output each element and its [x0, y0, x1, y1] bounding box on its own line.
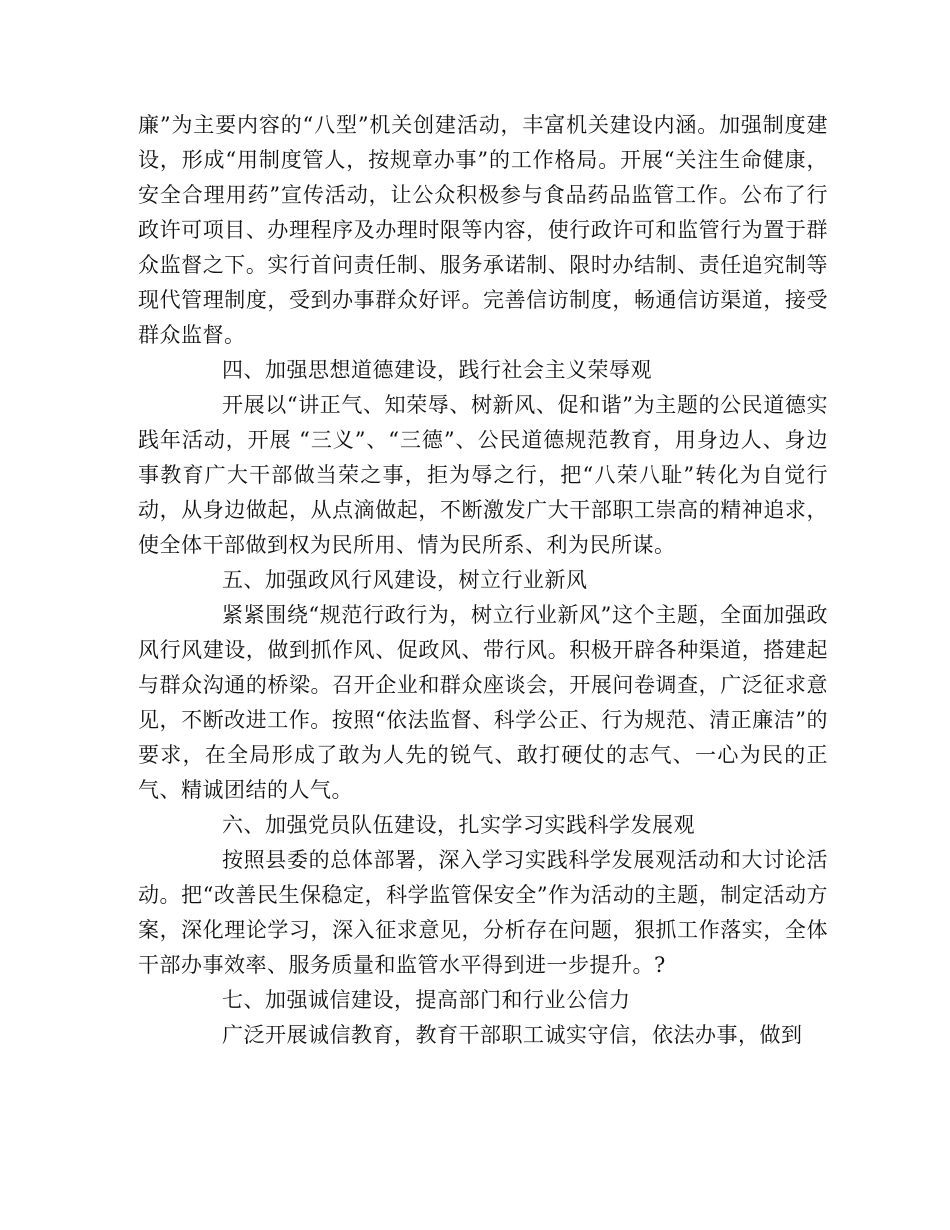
paragraph-section-7: 广泛开展诚信教育，教育干部职工诚实守信，依法办事，做到: [222, 1023, 803, 1047]
section-heading-4: 四、加强思想道德建设，践行社会主义荣辱观: [222, 358, 652, 382]
paragraph-intro-continued: 廉”为主要内容的“八型”机关创建活动，丰富机关建设内涵。加强制度建设，形成“用制度管人，按规章办事”的工作格局。开展“关注生命健康，安全合理用药”宣传活动，让公众积极参与食品药品监管工作。公布了行政许可项目、办理程序及办理时限等内容，使行政许可和监管行为置于群众监督之下。实行首问责任制、服务承诺制、限时办结制、责任追究制等现代管理制度，受到办事群众好评。完善信访制度，畅通信访渠道，接受群众监督。: [138, 113, 828, 347]
paragraph-section-5: 紧紧围绕“规范行政行为，树立行业新风”这个主题，全面加强政风行风建设，做到抓作风、促政风、带行风。积极开辟各种渠道，搭建起与群众沟通的桥梁。召开企业和群众座谈会，开展问卷调查，广泛征求意见，不断改进工作。按照“依法监督、科学公正、行为规范、清正廉洁”的要求，在全局形成了敢为人先的锐气、敢打硬仗的志气、一心为民的正气、精诚团结的人气。: [138, 603, 828, 802]
document-body: [138, 108, 828, 1053]
paragraph-section-4: 开展以“讲正气、知荣辱、树新风、促和谐”为主题的公民道德实践年活动，开展 “三义”、“三德”、公民道德规范教育，用身边人、身边事教育广大干部做当荣之事，拒为辱之行，把“八荣八耻”转化为自觉行动，从身边做起，从点滴做起，不断激发广大干部职工崇高的精神追求，使全体干部做到权为民所用、情为民所系、利为民所谋。: [138, 393, 828, 557]
section-heading-5: 五、加强政风行风建设，树立行业新风: [222, 568, 588, 592]
section-heading-7: 七、加强诚信建设，提高部门和行业公信力: [222, 988, 631, 1012]
section-heading-6: 六、加强党员队伍建设，扎实学习实践科学发展观: [222, 813, 695, 837]
paragraph-section-6: 按照县委的总体部署，深入学习实践科学发展观活动和大讨论活动。把“改善民生保稳定，科学监管保安全”作为活动的主题，制定活动方案，深化理论学习，深入征求意见，分析存在问题，狠抓工作落实，全体干部办事效率、服务质量和监管水平得到进一步提升。?: [138, 848, 828, 977]
